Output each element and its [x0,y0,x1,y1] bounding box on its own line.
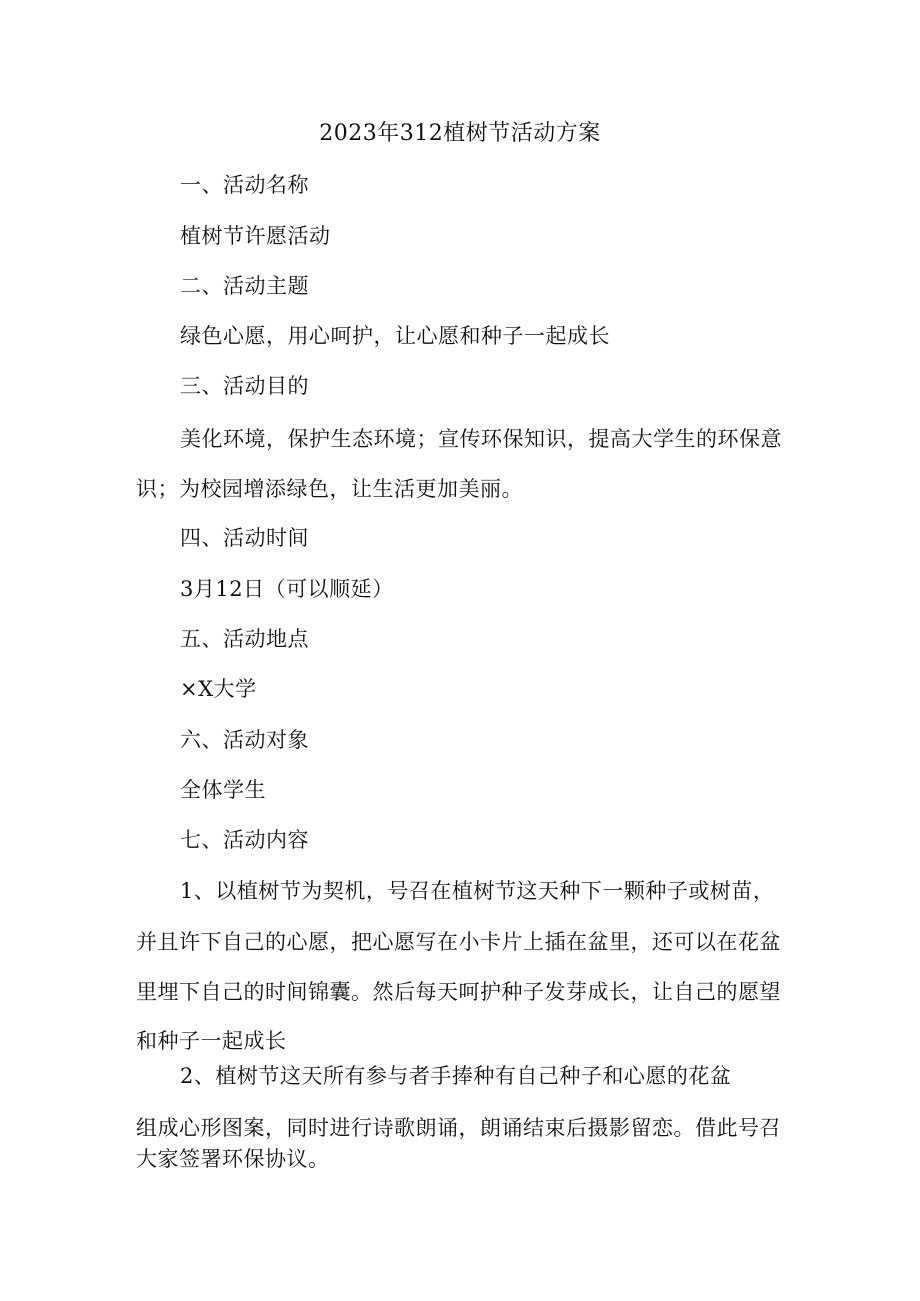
paragraph-line: 并且许下自己的心愿，把心愿写在小卡片上插在盆里，还可以在花盆 [136,930,781,954]
paragraph-line: 3月12日（可以顺延） [180,577,394,601]
paragraph-line: 组成心形图案，同时进行诗歌朗诵，朗诵结束后摄影留恋。借此号召 [136,1116,781,1140]
paragraph-line: 全体学生 [180,778,266,802]
paragraph-line: 植树节许愿活动 [180,224,331,248]
heading-activity-name: 一、活动名称 [180,173,309,197]
paragraph-line: 绿色心愿，用心呵护，让心愿和种子一起成长 [180,324,610,348]
heading-activity-audience: 六、活动对象 [180,728,309,752]
paragraph-line: 大家签署环保协议。 [136,1147,330,1171]
heading-activity-time: 四、活动时间 [180,526,309,550]
paragraph-line: 美化环境，保护生态环境；宣传环保知识，提高大学生的环保意 [180,427,782,451]
paragraph-line: 里埋下自己的时间锦囊。然后每天呵护种子发芽成长，让自己的愿望 [136,980,781,1004]
heading-activity-content: 七、活动内容 [180,828,309,852]
heading-activity-purpose: 三、活动目的 [180,374,309,398]
paragraph-line: 2、植树节这天所有参与者手捧种有自己种子和心愿的花盆 [180,1064,732,1088]
heading-activity-theme: 二、活动主题 [180,274,309,298]
document-title: 2023年312植树节活动方案 [319,121,601,146]
paragraph-line: 识；为校园增添绿色，让生活更加美丽。 [136,477,523,501]
paragraph-line: 和种子一起成长 [136,1029,287,1053]
paragraph-line: 1、以植树节为契机，号召在植树节这天种下一颗种子或树苗， [180,879,775,903]
heading-activity-location: 五、活动地点 [180,627,309,651]
paragraph-line: ×X大学 [180,677,257,701]
